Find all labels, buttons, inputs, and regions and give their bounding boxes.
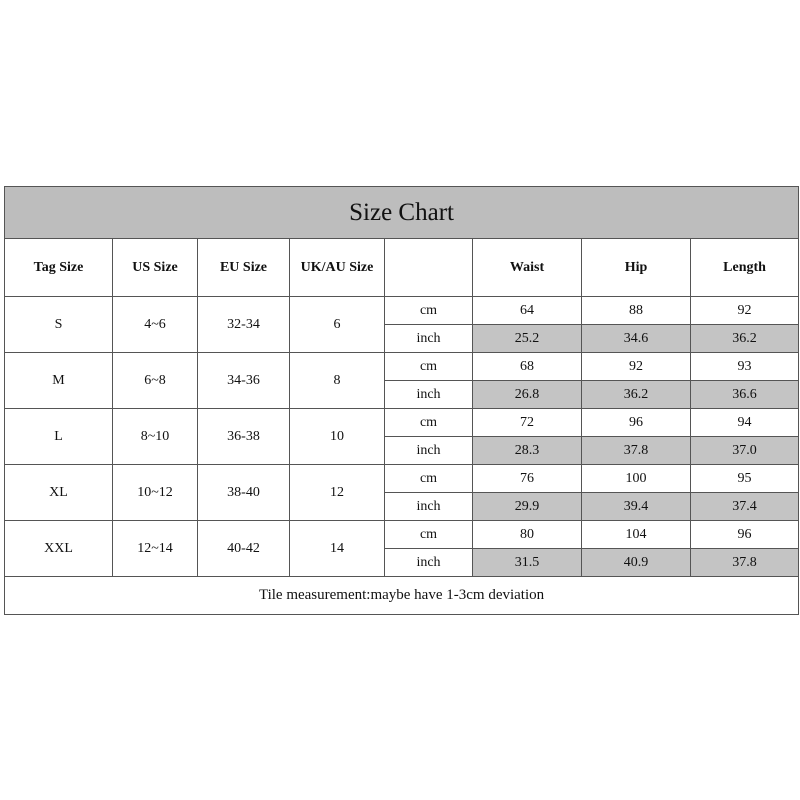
size-row-cm: [5, 521, 799, 549]
us-size-cell: 8~10: [113, 409, 198, 465]
unit-inch-label: inch: [385, 437, 473, 465]
unit-inch-label: inch: [385, 549, 473, 577]
unit-cm-label: cm: [385, 297, 473, 325]
tag-size-cell: S: [5, 297, 113, 353]
hip-inch-cell: 40.9: [582, 549, 691, 577]
ukau-size-cell: 12: [290, 465, 385, 521]
length-cm-cell: 95: [691, 465, 799, 493]
note-row: [5, 577, 799, 615]
unit-inch-label: inch: [385, 493, 473, 521]
waist-cm-cell: 68: [473, 353, 582, 381]
size-chart-table: [4, 186, 799, 615]
length-inch-cell: 37.4: [691, 493, 799, 521]
length-cm-cell: 92: [691, 297, 799, 325]
tag-size-cell: L: [5, 409, 113, 465]
hip-inch-cell: 37.8: [582, 437, 691, 465]
hip-cm-cell: 100: [582, 465, 691, 493]
ukau-size-cell: 10: [290, 409, 385, 465]
waist-cm-cell: 80: [473, 521, 582, 549]
eu-size-cell: 40-42: [198, 521, 290, 577]
hip-inch-cell: 39.4: [582, 493, 691, 521]
unit-cm-label: cm: [385, 409, 473, 437]
hip-cm-cell: 88: [582, 297, 691, 325]
header-row: [5, 239, 799, 297]
waist-inch-cell: 26.8: [473, 381, 582, 409]
ukau-size-cell: 8: [290, 353, 385, 409]
eu-size-cell: 38-40: [198, 465, 290, 521]
tag-size-cell: M: [5, 353, 113, 409]
ukau-size-cell: 6: [290, 297, 385, 353]
size-row-cm: [5, 297, 799, 325]
header-unit: [385, 239, 473, 297]
unit-inch-label: inch: [385, 325, 473, 353]
unit-cm-label: cm: [385, 521, 473, 549]
length-inch-cell: 36.6: [691, 381, 799, 409]
eu-size-cell: 36-38: [198, 409, 290, 465]
waist-inch-cell: 25.2: [473, 325, 582, 353]
tag-size-cell: XXL: [5, 521, 113, 577]
us-size-cell: 6~8: [113, 353, 198, 409]
length-cm-cell: 93: [691, 353, 799, 381]
waist-cm-cell: 64: [473, 297, 582, 325]
us-size-cell: 4~6: [113, 297, 198, 353]
length-cm-cell: 94: [691, 409, 799, 437]
header-length: Length: [691, 239, 799, 297]
header-eu-size: EU Size: [198, 239, 290, 297]
header-ukau-size: UK/AU Size: [290, 239, 385, 297]
waist-cm-cell: 76: [473, 465, 582, 493]
eu-size-cell: 32-34: [198, 297, 290, 353]
header-tag-size: Tag Size: [5, 239, 113, 297]
tag-size-cell: XL: [5, 465, 113, 521]
length-inch-cell: 37.0: [691, 437, 799, 465]
chart-title: Size Chart: [5, 187, 799, 239]
hip-inch-cell: 36.2: [582, 381, 691, 409]
size-chart-body: [5, 187, 799, 615]
size-row-cm: [5, 353, 799, 381]
eu-size-cell: 34-36: [198, 353, 290, 409]
waist-cm-cell: 72: [473, 409, 582, 437]
size-row-cm: [5, 409, 799, 437]
hip-cm-cell: 96: [582, 409, 691, 437]
hip-cm-cell: 104: [582, 521, 691, 549]
us-size-cell: 12~14: [113, 521, 198, 577]
header-us-size: US Size: [113, 239, 198, 297]
waist-inch-cell: 28.3: [473, 437, 582, 465]
unit-cm-label: cm: [385, 353, 473, 381]
length-cm-cell: 96: [691, 521, 799, 549]
waist-inch-cell: 31.5: [473, 549, 582, 577]
waist-inch-cell: 29.9: [473, 493, 582, 521]
header-waist: Waist: [473, 239, 582, 297]
header-hip: Hip: [582, 239, 691, 297]
length-inch-cell: 36.2: [691, 325, 799, 353]
us-size-cell: 10~12: [113, 465, 198, 521]
ukau-size-cell: 14: [290, 521, 385, 577]
unit-cm-label: cm: [385, 465, 473, 493]
hip-cm-cell: 92: [582, 353, 691, 381]
hip-inch-cell: 34.6: [582, 325, 691, 353]
size-row-cm: [5, 465, 799, 493]
length-inch-cell: 37.8: [691, 549, 799, 577]
unit-inch-label: inch: [385, 381, 473, 409]
measurement-note: Tile measurement:maybe have 1-3cm deviation: [5, 577, 799, 615]
